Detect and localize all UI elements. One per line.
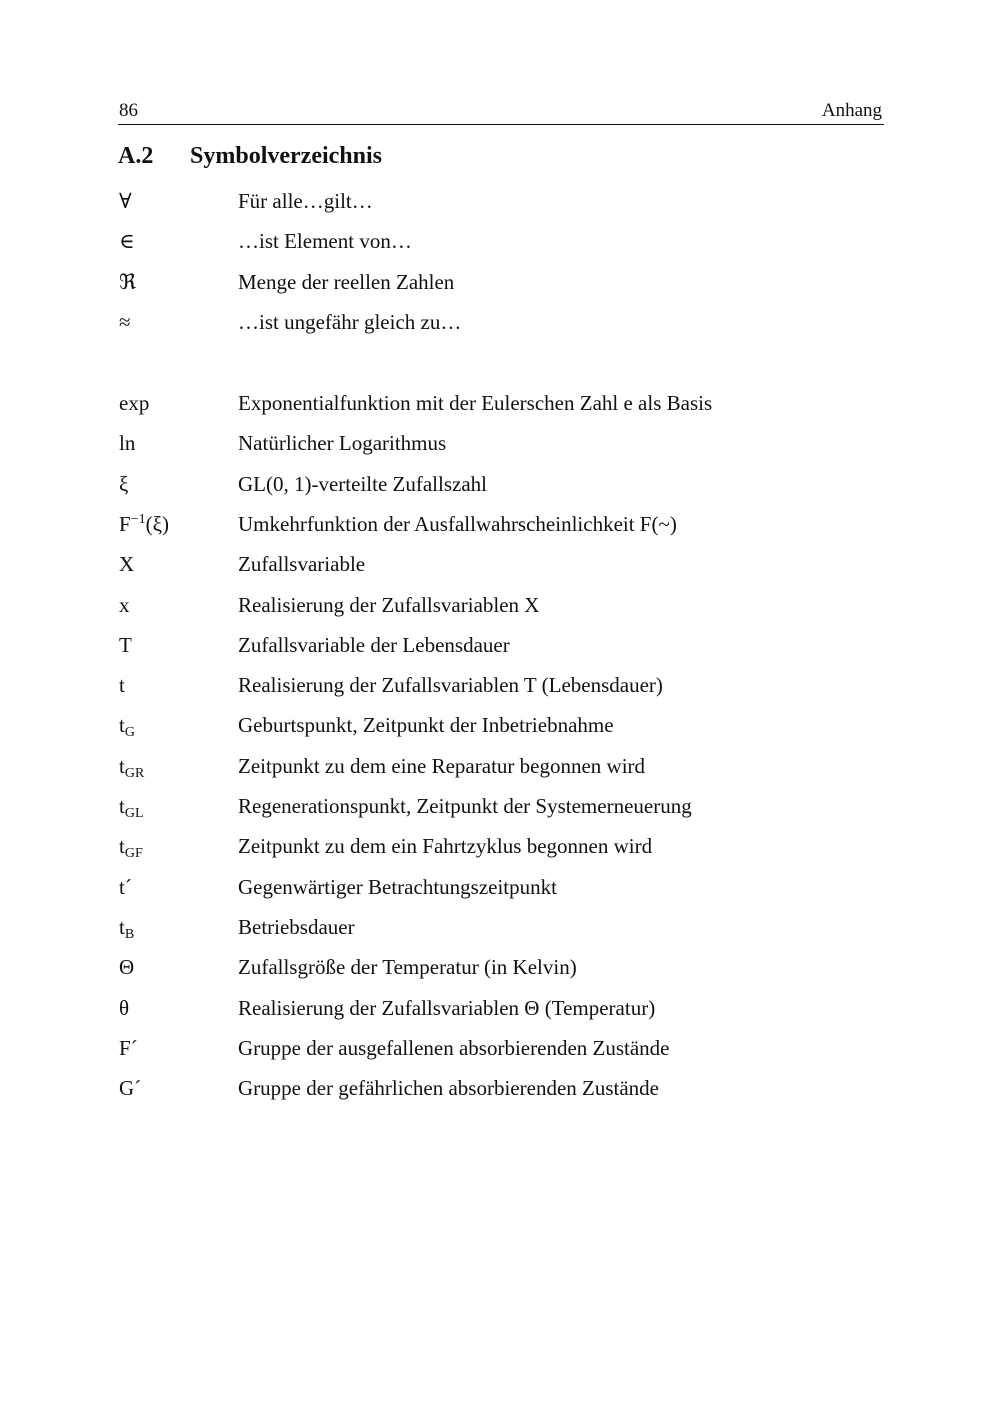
symbol-subscript: G <box>124 725 135 741</box>
symbol-description: Gruppe der gefährlichen absorbierenden Zustände <box>238 1076 659 1101</box>
symbol <box>119 633 132 658</box>
symbol-description: …ist ungefähr gleich zu… <box>238 309 462 334</box>
symbol-main: ln <box>119 431 136 456</box>
symbol-row <box>118 996 878 1026</box>
symbol-description: Menge der reellen Zahlen <box>238 269 455 294</box>
symbol-row <box>118 834 878 864</box>
symbol-description: Zufallsgröße der Temperatur (in Kelvin) <box>238 955 577 980</box>
symbol-row <box>118 915 878 945</box>
symbol-row <box>118 189 878 219</box>
page-number: 86 <box>119 100 138 121</box>
section-number: A.2 <box>118 143 154 169</box>
symbol-description: …ist Element von… <box>238 229 412 254</box>
symbol <box>119 673 125 698</box>
symbol <box>119 229 135 254</box>
symbol-row <box>118 310 878 340</box>
symbol-main: F´ <box>119 1035 138 1060</box>
symbol-main: t <box>119 834 125 859</box>
symbol-row <box>118 1036 878 1066</box>
symbol-subscript: GF <box>124 846 143 862</box>
symbol-main: Θ <box>119 955 135 980</box>
symbol-row <box>118 754 878 784</box>
symbol-main: X <box>119 552 135 577</box>
symbol-description: Umkehrfunktion der Ausfallwahrscheinlichkeit F(~) <box>238 511 677 536</box>
running-title: Anhang <box>821 100 882 121</box>
symbol-main: ξ <box>119 471 129 496</box>
symbol-description: Realisierung der Zufallsvariablen X <box>238 592 540 617</box>
symbol-row <box>118 229 878 259</box>
symbol-subscript: GR <box>124 765 145 781</box>
symbol-main: ℜ <box>119 269 137 294</box>
symbol-row <box>118 713 878 743</box>
symbol-row <box>118 633 878 663</box>
symbol-description: Gegenwärtiger Betrachtungszeitpunkt <box>238 874 557 899</box>
symbol-subscript: B <box>124 926 135 942</box>
symbol <box>119 391 149 416</box>
symbol-suffix: (ξ) <box>145 511 169 536</box>
symbol <box>119 794 144 822</box>
section-title: Symbolverzeichnis <box>190 143 382 169</box>
symbol-row <box>118 955 878 985</box>
symbol <box>119 472 128 497</box>
symbol-main: t <box>119 713 125 738</box>
symbol-description: Für alle…gilt… <box>238 189 373 213</box>
symbol-main: ≈ <box>119 309 131 334</box>
symbol <box>119 834 143 862</box>
symbol-description: Regenerationspunkt, Zeitpunkt der Systemerneuerung <box>238 794 692 818</box>
symbol <box>119 754 144 782</box>
symbol-row <box>118 593 878 623</box>
symbol-description: Zeitpunkt zu dem ein Fahrtzyklus begonnen wird <box>238 834 653 859</box>
symbol-description: Realisierung der Zufallsvariablen Θ (Temperatur) <box>238 995 656 1020</box>
symbol-main: t <box>119 794 125 818</box>
symbol-list <box>118 0 878 1415</box>
symbol-row <box>118 673 878 703</box>
symbol-row <box>118 875 878 905</box>
symbol-main: x <box>119 592 130 617</box>
symbol-main: ∈ <box>119 229 135 254</box>
symbol <box>119 1036 138 1061</box>
symbol-main: t <box>119 673 125 698</box>
symbol-row <box>118 512 878 542</box>
symbol <box>119 713 135 741</box>
symbol-subscript: GL <box>124 806 144 821</box>
symbol-main: ∀ <box>119 189 132 213</box>
symbol-description: GL(0, 1)-verteilte Zufallszahl <box>238 471 487 496</box>
symbol <box>119 996 129 1021</box>
symbol-main: exp <box>119 391 150 415</box>
symbol-row <box>118 472 878 502</box>
symbol-main: T <box>119 632 132 657</box>
symbol-description: Gruppe der ausgefallenen absorbierenden Zustände <box>238 1035 670 1060</box>
symbol-main: t´ <box>119 874 132 899</box>
symbol <box>119 431 135 456</box>
symbol <box>119 552 134 577</box>
symbol-row <box>118 431 878 461</box>
symbol-description: Exponentialfunktion mit der Eulerschen Zahl e als Basis <box>238 391 713 415</box>
symbol-main: G´ <box>119 1076 142 1101</box>
symbol <box>119 512 169 537</box>
symbol <box>119 875 132 900</box>
symbol-description: Natürlicher Logarithmus <box>238 431 447 456</box>
symbol-row <box>118 391 878 421</box>
symbol-row <box>118 1076 878 1106</box>
symbol-description: Zeitpunkt zu dem eine Reparatur begonnen wird <box>238 753 646 778</box>
symbol-description: Zufallsvariable der Lebensdauer <box>238 632 510 657</box>
symbol <box>119 1076 141 1101</box>
symbol <box>119 955 134 980</box>
symbol <box>119 593 130 618</box>
symbol-main: θ <box>119 995 130 1020</box>
symbol-description: Betriebsdauer <box>238 914 355 939</box>
symbol <box>119 915 134 943</box>
symbol-row <box>118 270 878 300</box>
symbol <box>119 189 132 214</box>
symbol-row <box>118 794 878 824</box>
symbol-superscript: −1 <box>130 511 146 527</box>
symbol-description: Realisierung der Zufallsvariablen T (Lebensdauer) <box>238 673 663 698</box>
symbol-main: F <box>119 511 131 536</box>
symbol-main: t <box>119 753 125 778</box>
symbol <box>119 270 136 295</box>
symbol <box>119 310 131 335</box>
symbol-row <box>118 552 878 582</box>
symbol-description: Zufallsvariable <box>238 552 366 577</box>
symbol-main: t <box>119 914 125 939</box>
symbol-description: Geburtspunkt, Zeitpunkt der Inbetriebnahme <box>238 713 614 738</box>
